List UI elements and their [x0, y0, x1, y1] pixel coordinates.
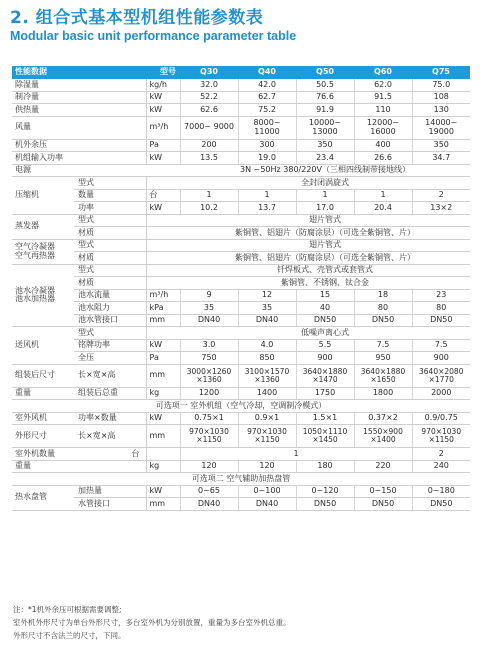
footnote-line: 室外机外形尺寸为单台外形尺寸，多台室外机为分别放置，重量为多台室外机总重。 [13, 618, 291, 627]
group-label-air-condenser [12, 239, 74, 264]
cell: 850 [238, 352, 296, 365]
cell: 23 [412, 289, 470, 302]
cell: DN50 [412, 498, 470, 511]
cell: 26.6 [354, 152, 412, 165]
row-unit: Pa [146, 139, 180, 152]
row-label: 除湿量 [12, 79, 146, 91]
row-outdoor-weight [12, 460, 470, 473]
cell: 400 [354, 139, 412, 152]
row-unit: m³/h [146, 116, 180, 139]
row-fan-type [12, 327, 470, 340]
cell: 0.9×1 [238, 412, 296, 425]
cell: 23.4 [296, 152, 354, 165]
span-value: 3N ~50Hz 380/220V（三相四线制带接地线） [180, 164, 470, 177]
cell: 3100×1570 ×1360 [238, 364, 296, 387]
row-airflow [12, 116, 470, 139]
cell: 14000~ 19000 [412, 116, 470, 139]
row-pool-flow [12, 289, 470, 302]
model-q50: Q50 [296, 66, 354, 79]
sub-label: 长×宽×高 [74, 425, 146, 448]
row-label: 制冷量 [12, 91, 146, 104]
row-label: 外形尺寸 [12, 425, 74, 448]
cell: 3.0 [180, 339, 238, 352]
cell: 120 [180, 460, 238, 473]
row-label: 供热量 [12, 104, 146, 117]
model-q60: Q60 [354, 66, 412, 79]
cell: 13.7 [238, 202, 296, 215]
table-header-row [12, 66, 470, 79]
row-pool-resistance [12, 302, 470, 315]
cell: 1 [180, 189, 238, 202]
row-unit: kW [146, 412, 180, 425]
cell: 900 [296, 352, 354, 365]
cell: 200 [180, 139, 238, 152]
cell: 42.0 [238, 79, 296, 91]
group-label-line: 池水冷凝器 [15, 285, 55, 295]
group-label-line: 空气再热器 [15, 250, 55, 260]
cell: 19.0 [238, 152, 296, 165]
sub-label: 功率 [74, 202, 146, 215]
sub-label: 组装后总重 [74, 387, 146, 400]
sub-label: 池水管接口 [74, 314, 146, 327]
cell: 300 [238, 139, 296, 152]
cell: DN40 [238, 498, 296, 511]
sub-label: 全压 [74, 352, 146, 365]
row-option-two [12, 473, 470, 486]
cell: 50.5 [296, 79, 354, 91]
sub-label: 长×宽×高 [74, 364, 146, 387]
cell: 40 [296, 302, 354, 315]
sub-label: 材质 [74, 252, 146, 265]
group-label-fan: 送风机 [12, 327, 74, 365]
row-power-supply [12, 164, 470, 177]
cell: 15 [296, 289, 354, 302]
cell: 1400 [238, 387, 296, 400]
row-unit [146, 448, 180, 461]
sub-label: 水管接口 [74, 498, 146, 511]
row-unit: mm [146, 425, 180, 448]
group-label-line: 空气冷凝器 [15, 242, 55, 252]
span-value: 紫铜管、铝翅片（防腐涂层）（可选全紫铜管、片） [180, 252, 470, 265]
row-fan-pressure [12, 352, 470, 365]
page-subtitle: Modular basic unit performance parameter table [10, 29, 297, 43]
cell: 950 [354, 352, 412, 365]
cell: 3640×1880 ×1470 [296, 364, 354, 387]
row-unit [146, 239, 180, 252]
cell: 10000~ 13000 [296, 116, 354, 139]
row-input-power [12, 152, 470, 165]
row-heating [12, 104, 470, 117]
cell: 0~120 [296, 485, 354, 498]
cell: 80 [412, 302, 470, 315]
cell: 35 [238, 302, 296, 315]
cell: DN50 [412, 314, 470, 327]
cell: 1.5×1 [296, 412, 354, 425]
cell: 91.5 [354, 91, 412, 104]
span-value: 紫铜管、铝翅片（防腐涂层）（可选全紫铜管、片） [180, 227, 470, 240]
cell: 1550×900 ×1400 [354, 425, 412, 448]
cell: 34.7 [412, 152, 470, 165]
cell: DN50 [296, 314, 354, 327]
row-label: 风量 [12, 116, 146, 139]
row-outdoor-count [12, 448, 470, 461]
row-unit [146, 264, 180, 277]
row-outdoor-fan [12, 412, 470, 425]
cell: 110 [354, 104, 412, 117]
row-unit: mm [146, 364, 180, 387]
cell: 10.2 [180, 202, 238, 215]
footnote-line: 注：*1机外余压可根据需要调整; [13, 605, 122, 614]
row-evaporator-material [12, 227, 470, 240]
row-unit: Pa [146, 352, 180, 365]
span-value: 低噪声离心式 [180, 327, 470, 340]
cell: 12 [238, 289, 296, 302]
cell: 2 [412, 189, 470, 202]
span-value: 钎焊板式、壳管式或套管式 [180, 264, 470, 277]
cell: 0~100 [238, 485, 296, 498]
row-coil-heat [12, 485, 470, 498]
row-air-condenser-type [12, 239, 470, 252]
row-weight [12, 387, 470, 400]
model-q30: Q30 [180, 66, 238, 79]
group-label-line: 池水加热器 [15, 294, 55, 304]
row-unit: kg [146, 387, 180, 400]
row-unit: kW [146, 91, 180, 104]
row-outdoor-dims [12, 425, 470, 448]
cell: 120 [238, 460, 296, 473]
sub-label: 材质 [74, 227, 146, 240]
cell: 13×2 [412, 202, 470, 215]
cell: 1 [238, 189, 296, 202]
cell: 17.0 [296, 202, 354, 215]
footnote-line: 外形尺寸不含法兰的尺寸，下同。 [13, 631, 126, 640]
cell: 970×1030 ×1150 [412, 425, 470, 448]
cell: 1050×1110 ×1450 [296, 425, 354, 448]
cell: 3640×1880 ×1650 [354, 364, 412, 387]
option-two-heading: 可选项二 空气辅助加热盘管 [12, 473, 470, 486]
row-coil-pipe [12, 498, 470, 511]
cell: 1800 [354, 387, 412, 400]
row-unit [146, 214, 180, 227]
cell: 91.9 [296, 104, 354, 117]
cell: 12000~ 16000 [354, 116, 412, 139]
cell: 75.2 [238, 104, 296, 117]
cell: DN40 [180, 314, 238, 327]
cell: 7.5 [354, 339, 412, 352]
cell: 9 [180, 289, 238, 302]
sub-label: 数量 [74, 189, 146, 202]
cell: 180 [296, 460, 354, 473]
cell: 220 [354, 460, 412, 473]
row-option-one [12, 400, 470, 413]
cell: 35 [180, 302, 238, 315]
cell: 2000 [412, 387, 470, 400]
row-compressor-type [12, 177, 470, 190]
row-unit [146, 327, 180, 340]
row-unit: mm [146, 314, 180, 327]
cell: 970×1030 ×1150 [180, 425, 238, 448]
row-pool-condenser-material [12, 277, 470, 290]
cell: 0~180 [412, 485, 470, 498]
model-q40: Q40 [238, 66, 296, 79]
cell: 8000~ 11000 [238, 116, 296, 139]
cell: 3640×2080 ×1770 [412, 364, 470, 387]
sub-label: 铭牌功率 [74, 339, 146, 352]
row-label: 组装后尺寸 [12, 364, 74, 387]
row-unit: m³/h [146, 289, 180, 302]
sub-label: 型式 [74, 214, 146, 227]
sub-label: 加热量 [74, 485, 146, 498]
cell: DN50 [354, 314, 412, 327]
cell: 0~150 [354, 485, 412, 498]
row-evaporator-type [12, 214, 470, 227]
cell: 0.75×1 [180, 412, 238, 425]
sub-label: 池水流量 [74, 289, 146, 302]
cell: 75.0 [412, 79, 470, 91]
cell: 62.6 [180, 104, 238, 117]
row-compressor-qty [12, 189, 470, 202]
row-dehumidification [12, 79, 470, 91]
row-unit [146, 252, 180, 265]
cell: 52.2 [180, 91, 238, 104]
sub-label: 台 [74, 448, 146, 461]
row-pool-condenser-type [12, 264, 470, 277]
cell: 80 [354, 302, 412, 315]
row-compressor-power [12, 202, 470, 215]
row-unit: kPa [146, 302, 180, 315]
row-label: 机外余压 [12, 139, 146, 152]
sub-label: 型式 [74, 264, 146, 277]
cell: 7000~ 9000 [180, 116, 238, 139]
cell: 1200 [180, 387, 238, 400]
cell: 0.37×2 [354, 412, 412, 425]
cell: 108 [412, 91, 470, 104]
cell: 750 [180, 352, 238, 365]
row-assembled-dims [12, 364, 470, 387]
group-label-compressor: 压缩机 [12, 177, 74, 215]
sub-label: 池水阻力 [74, 302, 146, 315]
cell: DN40 [238, 314, 296, 327]
cell: 4.0 [238, 339, 296, 352]
span-value: 翅片管式 [180, 239, 470, 252]
cell: DN50 [354, 498, 412, 511]
cell: 18 [354, 289, 412, 302]
row-unit [146, 277, 180, 290]
cell: DN50 [296, 498, 354, 511]
cell: 32.0 [180, 79, 238, 91]
row-cooling [12, 91, 470, 104]
cell: 240 [412, 460, 470, 473]
header-label: 性能数据 [12, 66, 74, 79]
row-label: 电源 [12, 164, 180, 177]
row-unit: kg [146, 460, 180, 473]
option-one-heading: 可选项一 室外机组（空气冷却，空调制冷模式） [12, 400, 470, 413]
cell: 1 [354, 189, 412, 202]
row-unit: kg/h [146, 79, 180, 91]
cell: 970×1030 ×1150 [238, 425, 296, 448]
row-label: 重量 [12, 387, 74, 400]
cell: 13.5 [180, 152, 238, 165]
row-external-static [12, 139, 470, 152]
row-unit: 台 [146, 189, 180, 202]
row-air-condenser-material [12, 252, 470, 265]
row-unit: kW [146, 339, 180, 352]
cell: 1 [296, 189, 354, 202]
cell: 76.6 [296, 91, 354, 104]
row-label: 室外机数量 [12, 448, 74, 461]
cell: 350 [412, 139, 470, 152]
cell: 62.0 [354, 79, 412, 91]
cell: 130 [412, 104, 470, 117]
cell: 7.5 [412, 339, 470, 352]
cell: 2 [412, 448, 470, 461]
cell: 1750 [296, 387, 354, 400]
footnotes [13, 603, 291, 642]
header-model-label: 型号 [74, 66, 180, 79]
sub-label: 型式 [74, 327, 146, 340]
span-value: 1 [180, 448, 412, 461]
row-fan-motor [12, 339, 470, 352]
performance-table [12, 66, 470, 511]
span-value: 紫铜管、不锈钢、钛合金 [180, 277, 470, 290]
cell: 5.5 [296, 339, 354, 352]
row-label: 机组输入功率 [12, 152, 146, 165]
span-value: 翅片管式 [180, 214, 470, 227]
sub-label: 型式 [74, 239, 146, 252]
row-unit [146, 177, 180, 190]
group-label-coil: 热水盘管 [12, 485, 74, 510]
cell: 0.9/0.75 [412, 412, 470, 425]
row-unit: kW [146, 152, 180, 165]
row-pool-pipe [12, 314, 470, 327]
cell: 62.7 [238, 91, 296, 104]
cell: 20.4 [354, 202, 412, 215]
group-label-evaporator: 蒸发器 [12, 214, 74, 239]
cell: 350 [296, 139, 354, 152]
cell: DN40 [180, 498, 238, 511]
row-unit: kW [146, 202, 180, 215]
cell: 3000×1260 ×1360 [180, 364, 238, 387]
row-unit: kW [146, 485, 180, 498]
cell: 0~65 [180, 485, 238, 498]
model-q75: Q75 [412, 66, 470, 79]
row-label: 室外风机 [12, 412, 74, 425]
row-unit [146, 227, 180, 240]
row-label: 重量 [12, 460, 146, 473]
span-value: 全封闭涡旋式 [180, 177, 470, 190]
sub-label: 材质 [74, 277, 146, 290]
row-unit: mm [146, 498, 180, 511]
sub-label: 型式 [74, 177, 146, 190]
page-title: 2. 组合式基本型机组性能参数表 [10, 8, 264, 28]
sub-label: 功率×数量 [74, 412, 146, 425]
row-unit: kW [146, 104, 180, 117]
cell: 900 [412, 352, 470, 365]
group-label-pool-condenser [12, 264, 74, 327]
